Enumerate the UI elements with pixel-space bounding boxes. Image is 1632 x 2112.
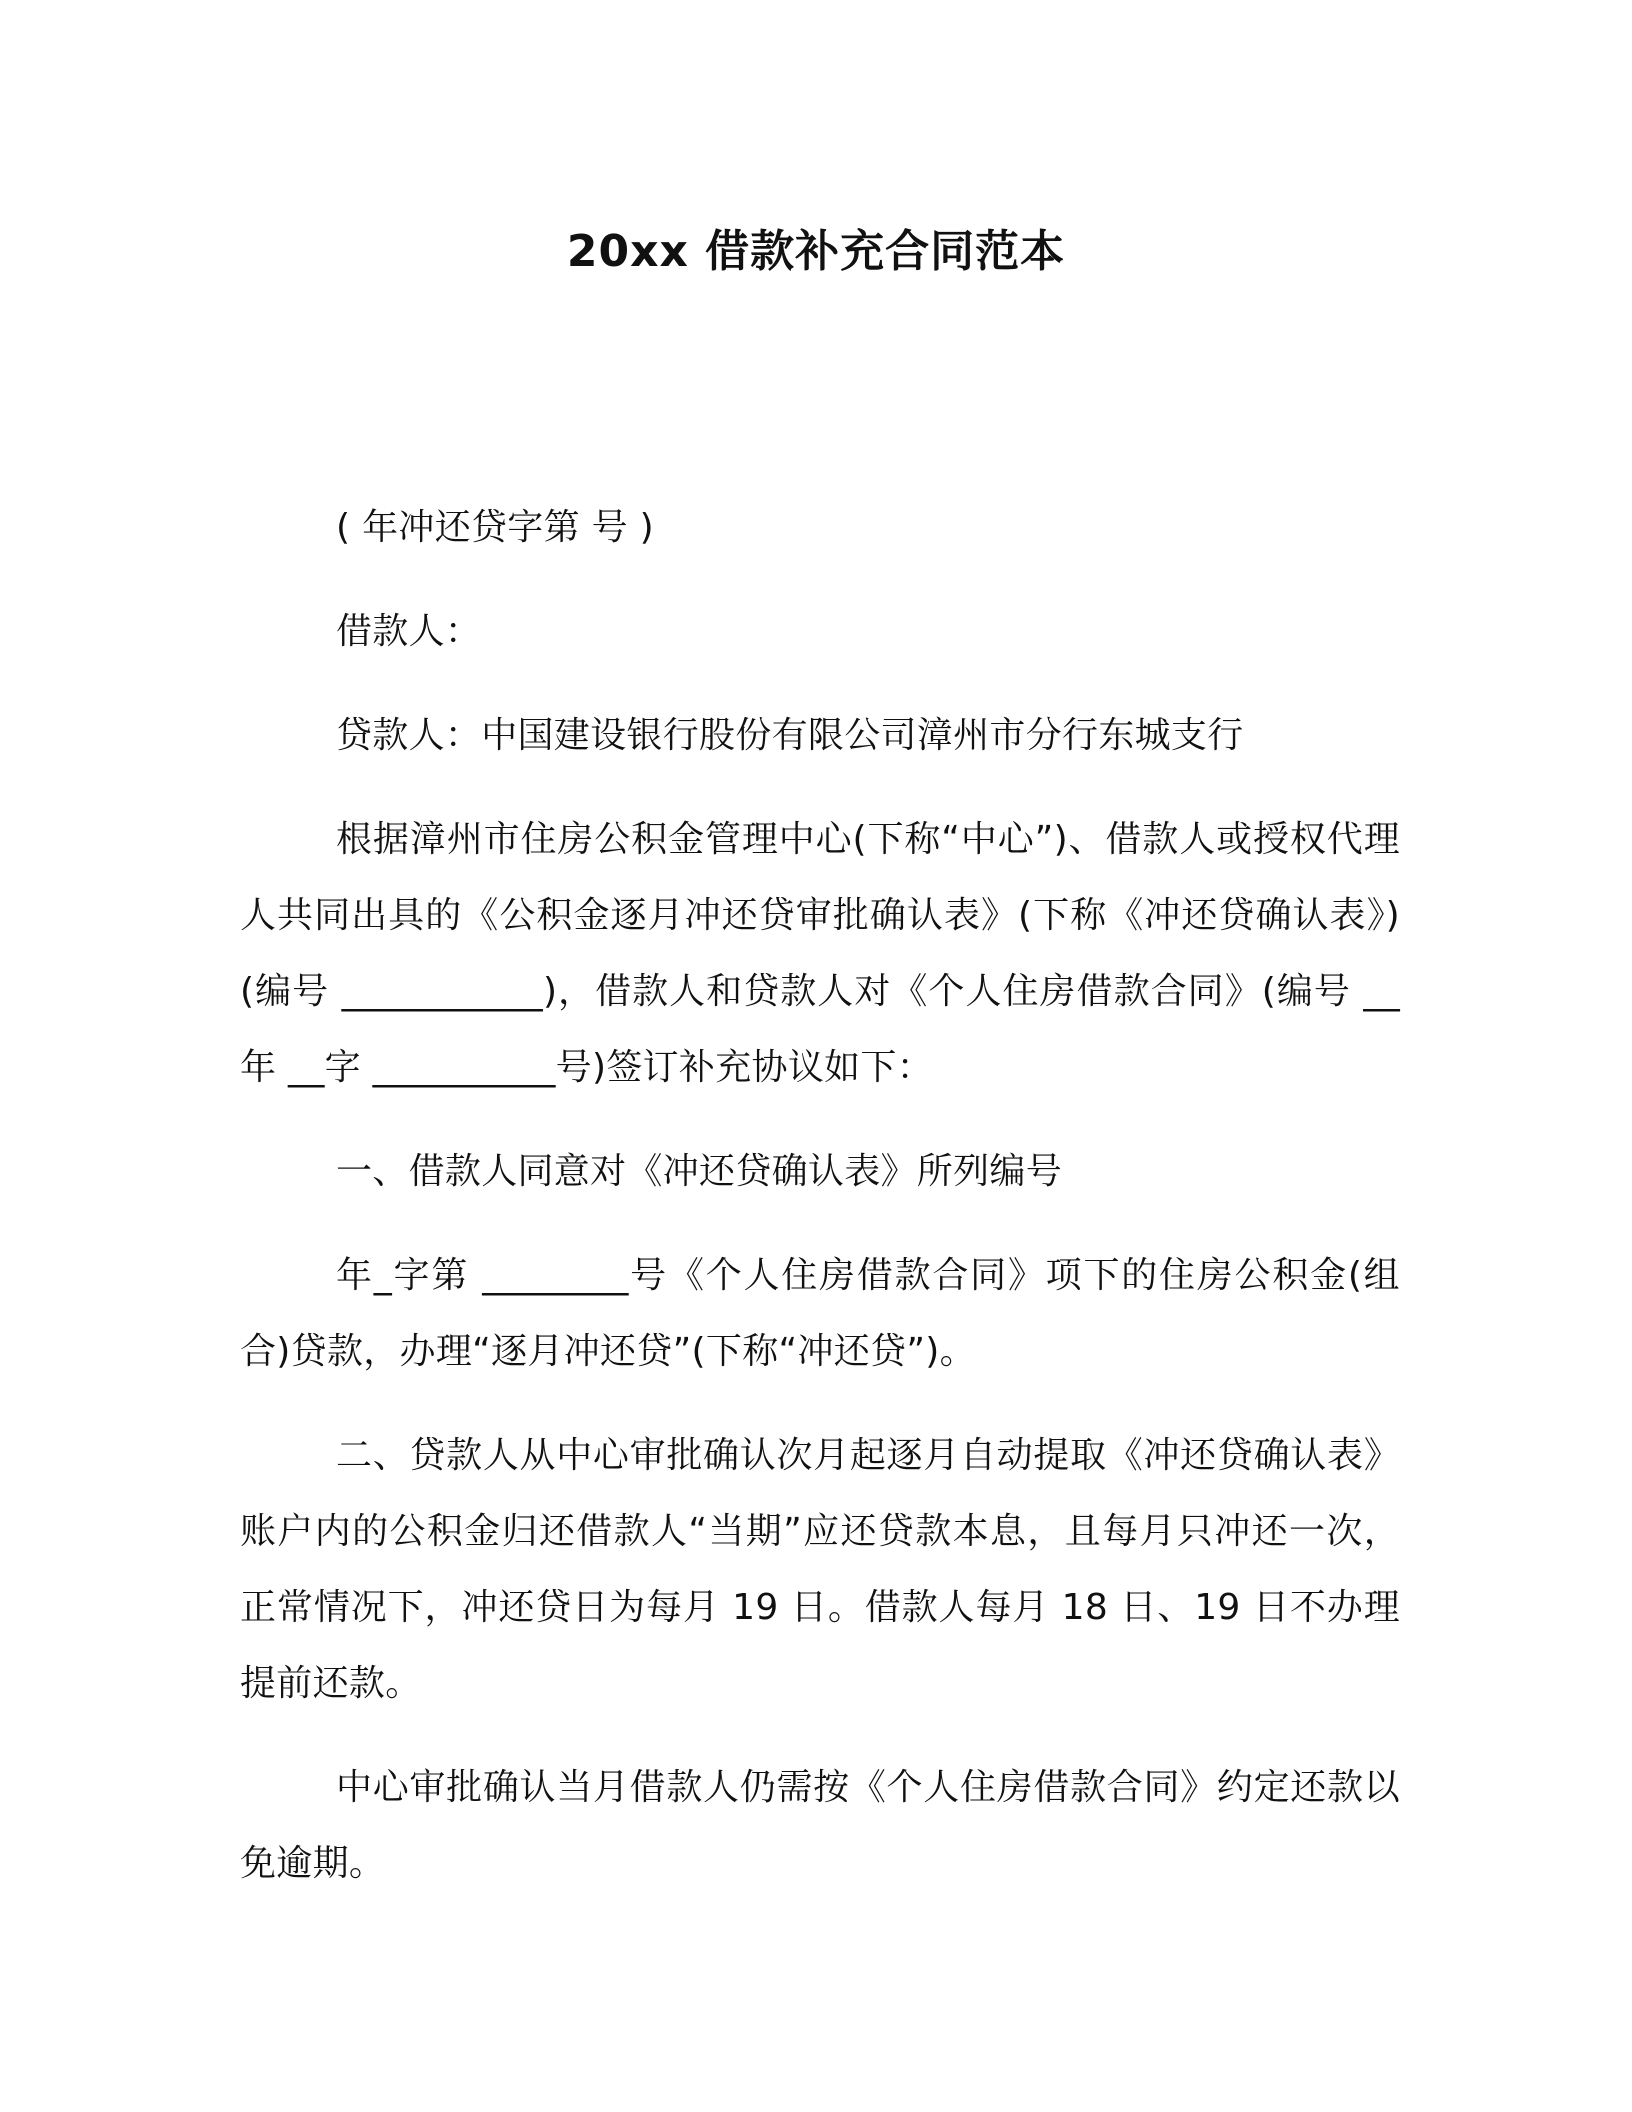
- preamble-paragraph: 根据漳州市住房公积金管理中心(下称“中心”)、借款人或授权代理人共同出具的《公积金逐月冲还贷审批确认表》(下称《冲还贷确认表》)(编号 ___________)，借款人和贷款人对《个人住房借款合同》(编号 __年 __字 __________号)签订补充协议如下：: [240, 819, 1400, 1088]
- contract-number-line: ( 年冲还贷字第 号 ): [336, 507, 655, 548]
- clause-two-note: 中心审批确认当月借款人仍需按《个人住房借款合同》约定还款以免逾期。: [240, 1767, 1400, 1884]
- document-body: [240, 490, 1400, 1930]
- clause-two-paragraph: 二、贷款人从中心审批确认次月起逐月自动提取《冲还贷确认表》账户内的公积金归还借款人“当期”应还贷款本息，且每月只冲还一次，正常情况下，冲还贷日为每月 19 日。借款人每月 18 日、19 日不办理提前还款。: [240, 1435, 1400, 1704]
- clause-one-heading: 一、借款人同意对《冲还贷确认表》所列编号: [336, 1151, 1063, 1192]
- borrower-line: 借款人：: [336, 611, 482, 652]
- document-title: 20xx 借款补充合同范本: [566, 226, 1066, 277]
- clause-one-body: 年_字第 ________号《个人住房借款合同》项下的住房公积金(组合)贷款，办理“逐月冲还贷”(下称“冲还贷”)。: [240, 1255, 1400, 1372]
- lender-line: 贷款人：中国建设银行股份有限公司漳州市分行东城支行: [336, 715, 1244, 756]
